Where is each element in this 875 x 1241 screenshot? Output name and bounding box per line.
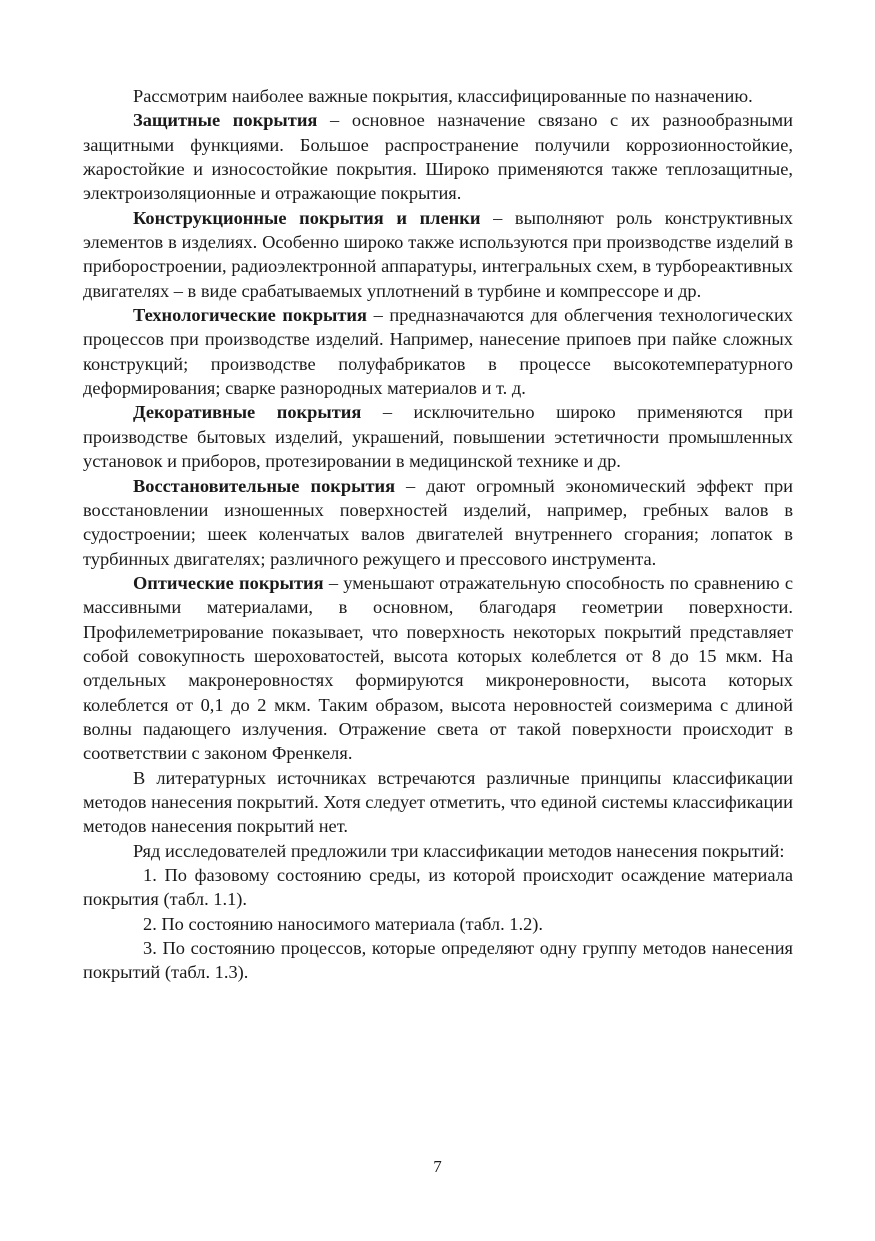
paragraph-optical-coatings	[83, 571, 793, 766]
paragraph-text: – дают огромный экономический эффект при восстановлении изношенных поверхностей изделий, например, гребных валов в судостроении; шеек коленчатых валов двигателей внутреннего сгорания; лопаток в турбинных двигателях; различного режущего и прессового инструмента.	[83, 475, 793, 569]
term-heading: Декоративные покрытия	[133, 402, 362, 423]
paragraph-intro	[83, 84, 793, 108]
list-item-2: 2. По состоянию наносимого материала (табл. 1.2).	[143, 913, 544, 934]
paragraph-text: – исключительно широко применяются при производстве бытовых изделий, украшений, повышении эстетичности промышленных установок и приборов, протезировании в медицинской технике и др.	[83, 402, 793, 472]
list-item-3: 3. По состоянию процессов, которые определяют одну группу методов нанесения покрытий (табл. 1.3).	[83, 938, 793, 983]
paragraph-text: – выполняют роль конструктивных элементов в изделиях. Особенно широко также используются при производстве изделий в приборостроении, радиоэлектронной аппаратуры, интегральных схем, в турбореактивных двигателях – в виде срабатываемых уплотнений в турбине и компрессоре и др.	[83, 207, 793, 301]
paragraph-text: – уменьшают отражательную способность по сравнению с массивными материалами, в основном, благодаря геометрии поверхности. Профилеметрирование показывает, что поверхность некоторых покрытий представляет собой совокупность шероховатостей, высота которых колеблется от 8 до 15 мкм. На отдельных макронеровностях формируются микронеровности, высота которых колеблется от 0,1 до 2 мкм. Таким образом, высота неровностей соизмерима с длиной волны падающего излучения. Отражение света от такой поверхности происходит в соответствии с законом Френкеля.	[83, 572, 793, 764]
term-heading: Оптические покрытия	[133, 572, 324, 593]
paragraph-text: Рассмотрим наиболее важные покрытия, классифицированные по назначению.	[133, 86, 753, 106]
page-number: 7	[433, 1157, 442, 1176]
term-heading: Восстановительные покрытия	[133, 475, 396, 496]
list-item-1: 1. По фазовому состоянию среды, из которой происходит осаждение материала покрытия (табл. 1.1).	[83, 865, 793, 910]
paragraph-decorative-coatings	[83, 400, 793, 473]
paragraph-protective-coatings	[83, 108, 793, 205]
paragraph-text: Ряд исследователей предложили три классификации методов нанесения покрытий:	[133, 840, 785, 861]
paragraph-structural-coatings	[83, 206, 793, 303]
paragraph-text: – основное назначение связано с их разнообразными защитными функциями. Большое распространение получили коррозионностойкие, жаростойкие и износостойкие покрытия. Широко применяются также теплозащитные, электроизоляционные и отражающие покрытия.	[83, 110, 794, 204]
term-heading: Конструкционные покрытия и пленки	[133, 207, 481, 228]
paragraph-technological-coatings	[83, 303, 793, 400]
paragraph-text: В литературных источниках встречаются различные принципы классификации методов нанесения покрытий. Хотя следует отметить, что единой системы классификации методов нанесения покрытий нет.	[83, 767, 793, 837]
term-heading: Технологические покрытия	[133, 305, 367, 326]
term-heading: Защитные покрытия	[133, 110, 318, 131]
paragraph-text: – предназначаются для облегчения технологических процессов при производстве изделий. Например, нанесение припоев при пайке сложных конструкций; производстве полуфабрикатов в процессе высокотемпературного деформирования; сварке разнородных материалов и т. д.	[83, 305, 793, 399]
paragraph-classification-intro	[83, 839, 793, 863]
paragraph-classification-principles	[83, 766, 793, 839]
paragraph-restorative-coatings	[83, 474, 793, 571]
page-body	[83, 84, 793, 985]
